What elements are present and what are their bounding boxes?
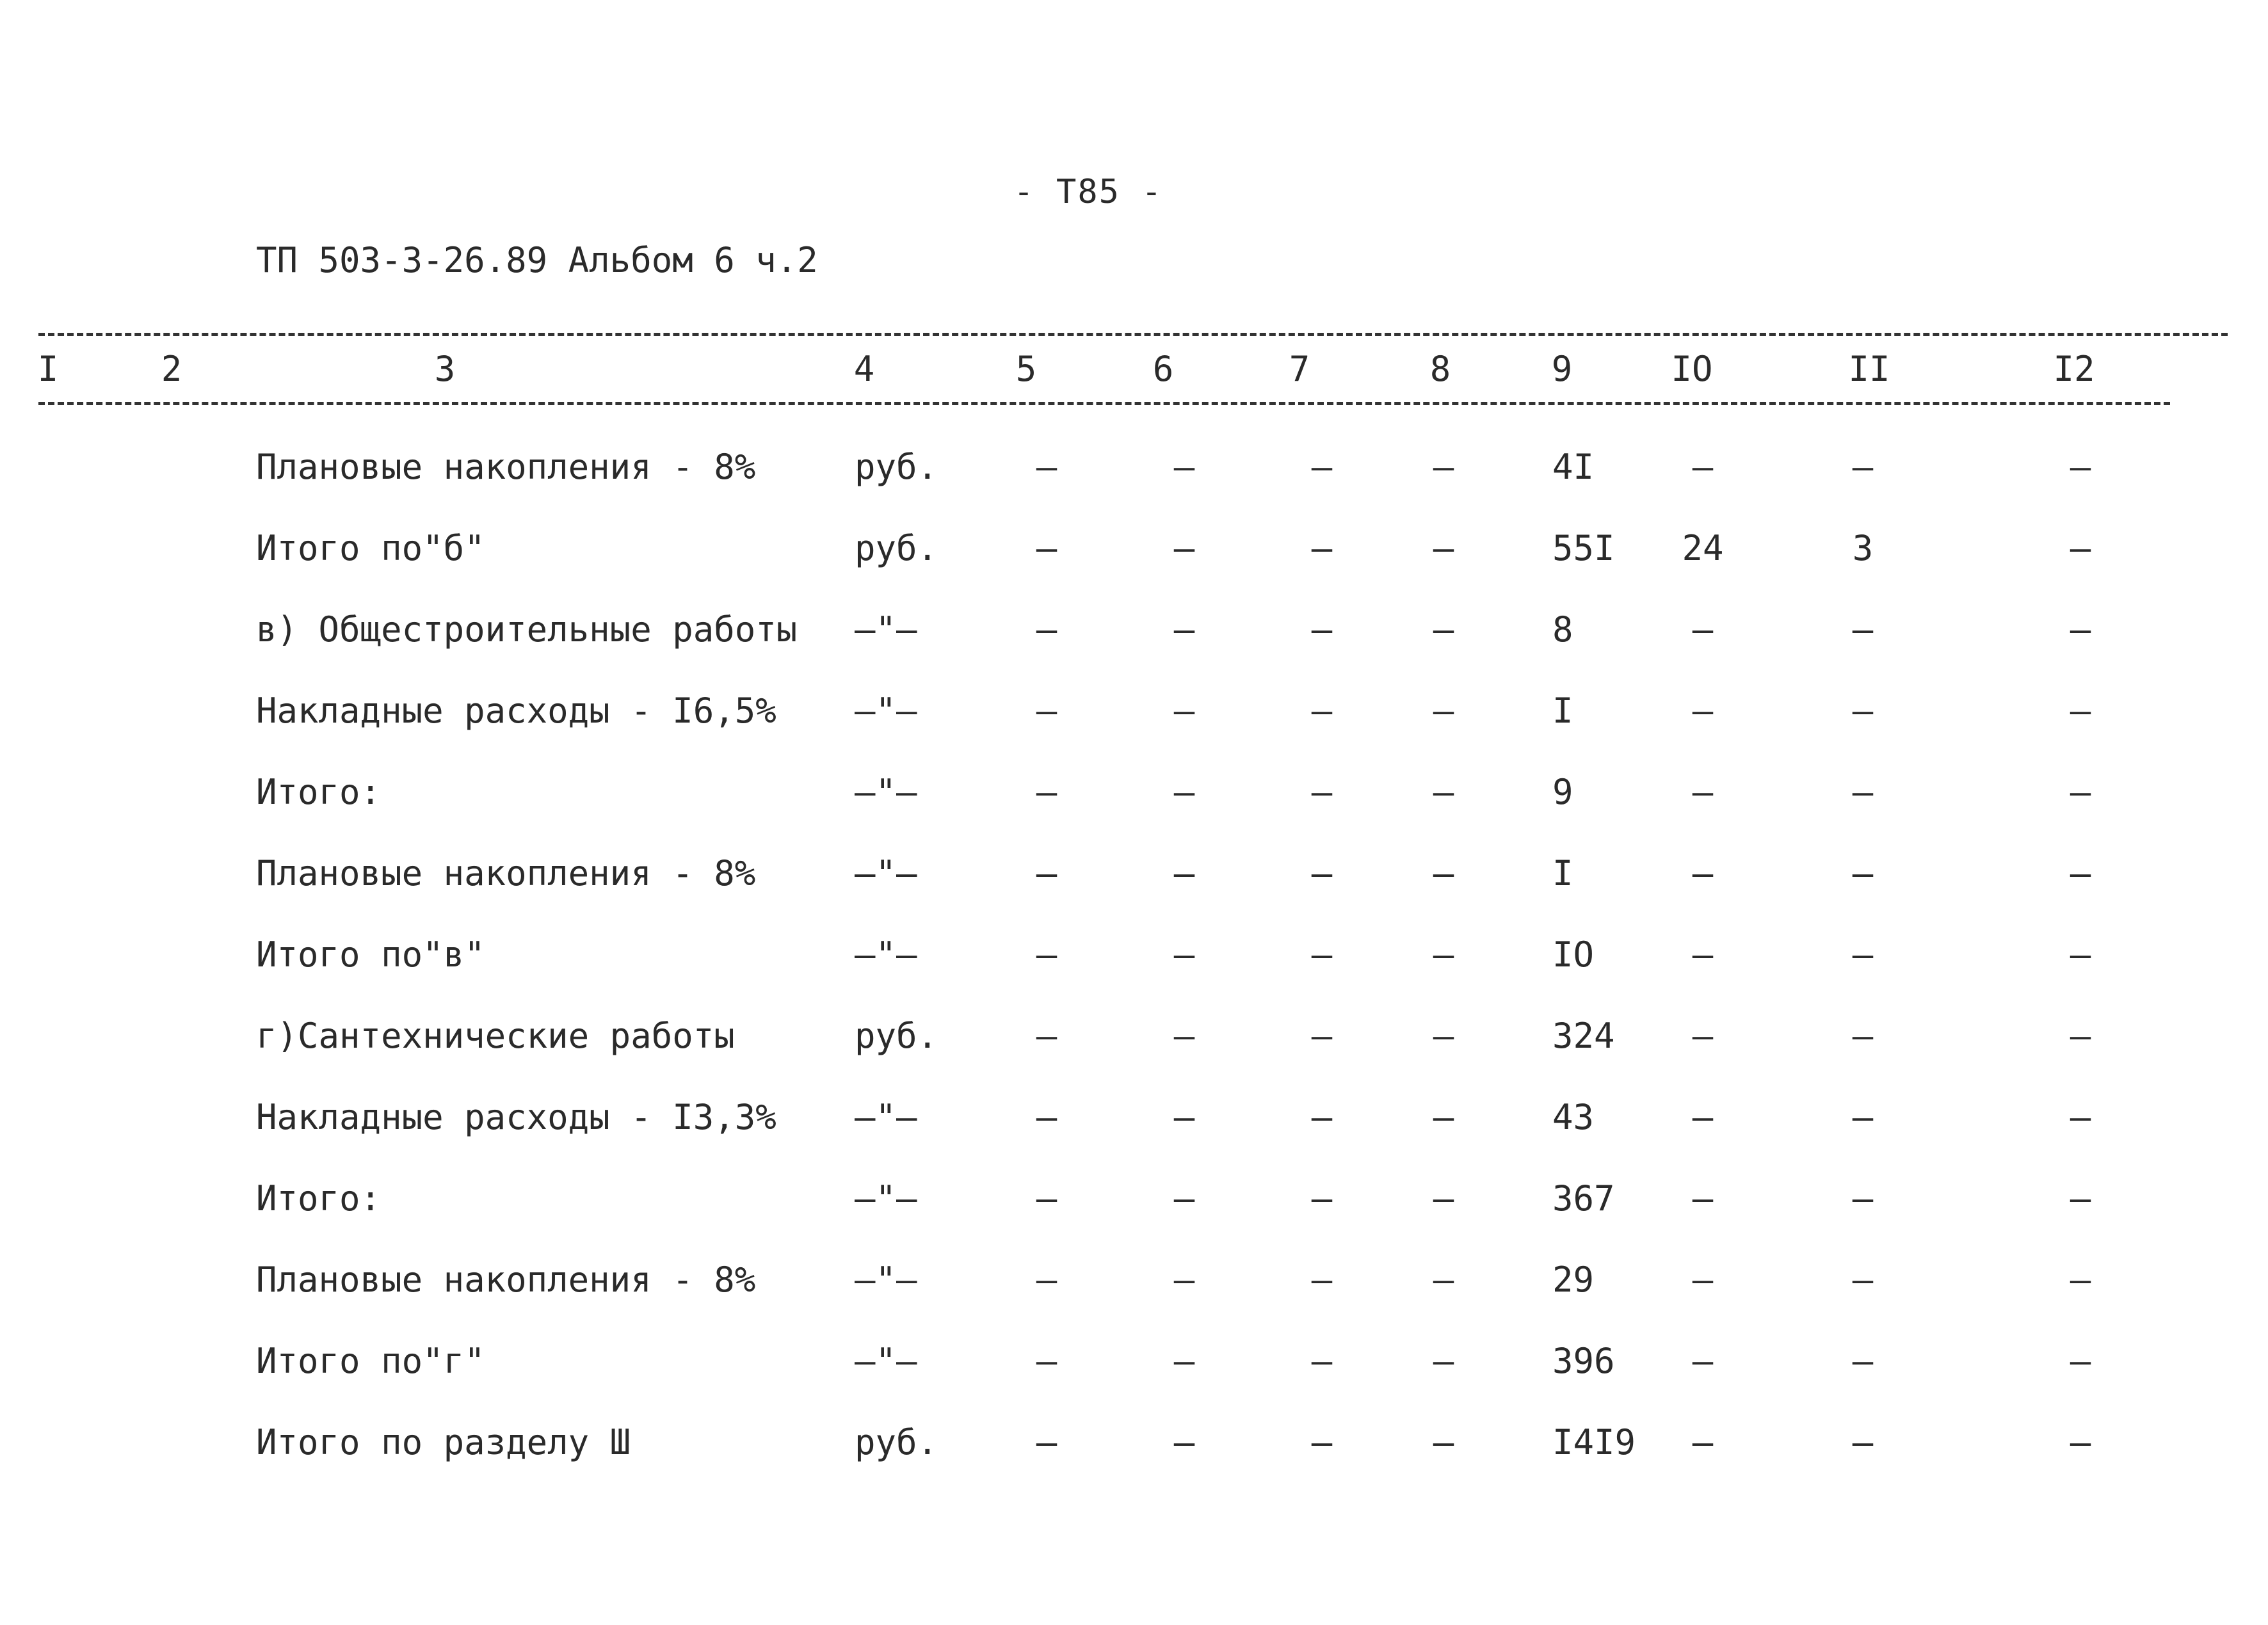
row-col9-amount: I	[1552, 853, 1573, 893]
row-col8: –	[1433, 528, 1454, 568]
row-col7: –	[1311, 691, 1333, 731]
row-col11: –	[1852, 1341, 1874, 1381]
row-col11: –	[1852, 853, 1874, 893]
table-row	[0, 1173, 2268, 1254]
row-col8: –	[1433, 609, 1454, 650]
row-col12: –	[2070, 447, 2091, 487]
row-col8: –	[1433, 853, 1454, 893]
column-number-3: 3	[434, 349, 456, 389]
row-unit: –"–	[855, 1178, 917, 1219]
row-item-name: г)Сантехнические работы	[256, 1016, 735, 1056]
row-col12: –	[2070, 772, 2091, 812]
column-number-8: 8	[1429, 349, 1451, 389]
row-col12: –	[2070, 934, 2091, 975]
row-col11: –	[1852, 447, 1874, 487]
column-number-12: I2	[2053, 349, 2095, 389]
row-col8: –	[1433, 1260, 1454, 1300]
row-col6: –	[1173, 1422, 1195, 1462]
row-col11: –	[1852, 691, 1874, 731]
row-col7: –	[1311, 1097, 1333, 1137]
row-col9-amount: 9	[1552, 772, 1573, 812]
row-unit: руб.	[855, 447, 938, 487]
row-col12: –	[2070, 1260, 2091, 1300]
table-row	[0, 929, 2268, 1011]
row-col9-amount: 43	[1552, 1097, 1595, 1137]
row-col7: –	[1311, 1178, 1333, 1219]
row-col7: –	[1311, 934, 1333, 975]
table-top-rule	[38, 333, 2228, 336]
row-col9-amount: 8	[1552, 609, 1573, 650]
row-col11: –	[1852, 934, 1874, 975]
row-col10: –	[1692, 1016, 1714, 1056]
row-col8: –	[1433, 1178, 1454, 1219]
row-col12: –	[2070, 691, 2091, 731]
table-row	[0, 1417, 2268, 1498]
row-col11: –	[1852, 1097, 1874, 1137]
row-col10: –	[1692, 691, 1714, 731]
table-row	[0, 523, 2268, 604]
column-number-2: 2	[161, 349, 182, 389]
column-number-7: 7	[1289, 349, 1310, 389]
row-unit: руб.	[855, 1016, 938, 1056]
row-col6: –	[1173, 772, 1195, 812]
row-item-name: Плановые накопления - 8%	[256, 853, 756, 893]
row-col11: –	[1852, 1260, 1874, 1300]
table-row	[0, 685, 2268, 767]
row-col6: –	[1173, 691, 1195, 731]
row-col6: –	[1173, 1341, 1195, 1381]
row-col9-amount: 4I	[1552, 447, 1595, 487]
row-item-name: Накладные расходы - I3,3%	[256, 1097, 776, 1137]
table-row	[0, 1336, 2268, 1417]
row-unit: руб.	[855, 1422, 938, 1462]
row-unit: –"–	[855, 934, 917, 975]
row-col12: –	[2070, 528, 2091, 568]
row-item-name: Итого по"б"	[256, 528, 485, 568]
row-col5: –	[1036, 609, 1058, 650]
row-col7: –	[1311, 1016, 1333, 1056]
row-col12: –	[2070, 1016, 2091, 1056]
row-unit: –"–	[855, 853, 917, 893]
row-col8: –	[1433, 447, 1454, 487]
page-number: - Т85 -	[1013, 173, 1163, 211]
document-header: ТП 503-3-26.89 Альбом 6 ч.2	[256, 240, 818, 280]
row-col6: –	[1173, 447, 1195, 487]
row-col5: –	[1036, 1178, 1058, 1219]
row-col8: –	[1433, 1016, 1454, 1056]
row-col12: –	[2070, 1422, 2091, 1462]
row-col7: –	[1311, 1260, 1333, 1300]
column-number-1: I	[37, 349, 59, 389]
row-col7: –	[1311, 528, 1333, 568]
table-row	[0, 1011, 2268, 1092]
row-col12: –	[2070, 609, 2091, 650]
row-col8: –	[1433, 1341, 1454, 1381]
row-col10: –	[1692, 447, 1714, 487]
row-col11: –	[1852, 1178, 1874, 1219]
column-number-5: 5	[1015, 349, 1037, 389]
row-col5: –	[1036, 1422, 1058, 1462]
row-col8: –	[1433, 691, 1454, 731]
row-col7: –	[1311, 772, 1333, 812]
column-number-9: 9	[1551, 349, 1573, 389]
column-number-10: IO	[1671, 349, 1713, 389]
row-unit: руб.	[855, 528, 938, 568]
row-col8: –	[1433, 1097, 1454, 1137]
row-col7: –	[1311, 1341, 1333, 1381]
row-col5: –	[1036, 934, 1058, 975]
table-row	[0, 767, 2268, 848]
row-unit: –"–	[855, 1260, 917, 1300]
row-col12: –	[2070, 1097, 2091, 1137]
row-col5: –	[1036, 1097, 1058, 1137]
row-col5: –	[1036, 1260, 1058, 1300]
table-header-bottom-rule	[38, 402, 2170, 405]
table-row	[0, 604, 2268, 685]
row-item-name: Плановые накопления - 8%	[256, 447, 756, 487]
row-col12: –	[2070, 1178, 2091, 1219]
column-number-6: 6	[1152, 349, 1174, 389]
row-item-name: Итого по разделу Ш	[256, 1422, 631, 1462]
row-col5: –	[1036, 1341, 1058, 1381]
row-col10: –	[1692, 1260, 1714, 1300]
row-col5: –	[1036, 1016, 1058, 1056]
row-col10: 24	[1682, 528, 1724, 568]
row-item-name: Итого по"г"	[256, 1341, 485, 1381]
row-col10: –	[1692, 853, 1714, 893]
row-col11: –	[1852, 609, 1874, 650]
row-col9-amount: I	[1552, 691, 1573, 731]
row-col8: –	[1433, 1422, 1454, 1462]
table-row	[0, 1092, 2268, 1173]
table-row	[0, 1254, 2268, 1336]
row-col10: –	[1692, 1097, 1714, 1137]
row-col6: –	[1173, 609, 1195, 650]
row-item-name: Накладные расходы - I6,5%	[256, 691, 776, 731]
row-col12: –	[2070, 1341, 2091, 1381]
column-number-11: II	[1848, 349, 1890, 389]
row-col6: –	[1173, 528, 1195, 568]
row-col11: –	[1852, 1422, 1874, 1462]
row-col10: –	[1692, 1341, 1714, 1381]
row-col6: –	[1173, 934, 1195, 975]
row-col5: –	[1036, 528, 1058, 568]
row-item-name: Плановые накопления - 8%	[256, 1260, 756, 1300]
row-col5: –	[1036, 853, 1058, 893]
row-col8: –	[1433, 934, 1454, 975]
row-col9-amount: 55I	[1552, 528, 1615, 568]
row-col9-amount: 324	[1552, 1016, 1615, 1056]
row-item-name: Итого:	[256, 772, 382, 812]
row-unit: –"–	[855, 609, 917, 650]
row-unit: –"–	[855, 1341, 917, 1381]
row-col10: –	[1692, 609, 1714, 650]
table-row	[0, 848, 2268, 929]
row-col7: –	[1311, 853, 1333, 893]
row-col10: –	[1692, 772, 1714, 812]
row-col11: –	[1852, 772, 1874, 812]
row-col9-amount: IO	[1552, 934, 1595, 975]
row-col7: –	[1311, 447, 1333, 487]
row-col6: –	[1173, 853, 1195, 893]
row-col7: –	[1311, 609, 1333, 650]
row-col10: –	[1692, 1422, 1714, 1462]
row-unit: –"–	[855, 1097, 917, 1137]
row-col9-amount: 367	[1552, 1178, 1615, 1219]
row-col8: –	[1433, 772, 1454, 812]
row-col9-amount: 29	[1552, 1260, 1595, 1300]
row-item-name: Итого по"в"	[256, 934, 485, 975]
row-col10: –	[1692, 934, 1714, 975]
row-col12: –	[2070, 853, 2091, 893]
row-item-name: в) Общестроительные работы	[256, 609, 798, 650]
row-col5: –	[1036, 447, 1058, 487]
column-number-4: 4	[853, 349, 875, 389]
row-col6: –	[1173, 1097, 1195, 1137]
row-unit: –"–	[855, 772, 917, 812]
estimate-table-body	[0, 442, 2268, 1498]
row-col11: 3	[1852, 528, 1874, 568]
row-col6: –	[1173, 1016, 1195, 1056]
row-unit: –"–	[855, 691, 917, 731]
row-col9-amount: I4I9	[1552, 1422, 1636, 1462]
table-row	[0, 442, 2268, 523]
row-item-name: Итого:	[256, 1178, 382, 1219]
row-col9-amount: 396	[1552, 1341, 1615, 1381]
row-col10: –	[1692, 1178, 1714, 1219]
row-col6: –	[1173, 1260, 1195, 1300]
row-col5: –	[1036, 691, 1058, 731]
row-col11: –	[1852, 1016, 1874, 1056]
row-col7: –	[1311, 1422, 1333, 1462]
row-col6: –	[1173, 1178, 1195, 1219]
row-col5: –	[1036, 772, 1058, 812]
